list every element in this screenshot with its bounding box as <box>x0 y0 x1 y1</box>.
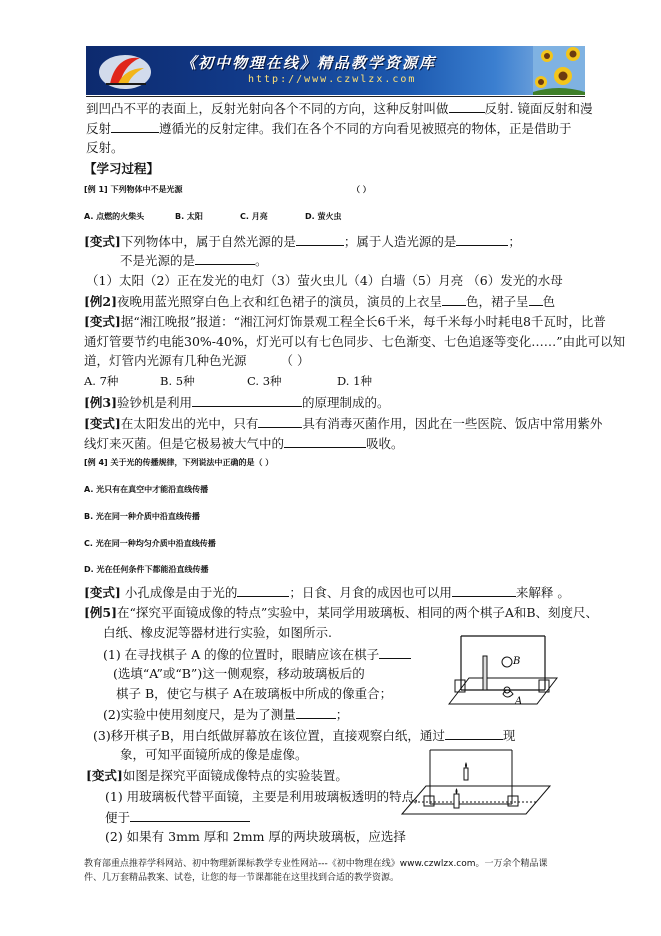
header-rule <box>86 96 585 97</box>
example-4-option-c: C. 光在同一种均匀介质中沿直线传播 <box>84 539 216 548</box>
example-5-part-1c: 棋子 B，使它与棋子 A在玻璃板中所成的像重合； <box>116 686 393 701</box>
footer-line-1: 教育部重点推荐学科网站、初中物理新课标教学专业性网站---《初中物理在线》www.czwlzx.com。一万余个精品课 <box>84 859 548 869</box>
figure-label-b: B <box>513 656 521 667</box>
variant-2-line-3: 道，灯管内光源有几种色光源 （ ） <box>84 353 310 368</box>
variant-2-option-d: D. 1种 <box>337 374 372 388</box>
example-3-line: [例3]验钞机是利用 的原理制成的。 <box>84 395 390 410</box>
example-2-line: [例2]夜晚用蓝光照穿白色上衣和红色裙子的演员，演员的上衣呈 色，裙子呈 色 <box>84 294 556 309</box>
example-5-part-2: (2)实验中使用刻度尺，是为了测量 ； <box>103 707 349 722</box>
variant-5-line-1: [变式]如图是探究平面镜成像特点的实验装置。 <box>86 768 348 783</box>
figure-mirror-experiment-1 <box>447 624 559 708</box>
variant-5-part-1a: (1) 用玻璃板代替平面镜，主要是利用玻璃板透明的特点， <box>105 789 427 804</box>
example-1-option-b: B. 太阳 <box>175 212 203 221</box>
example-1-question: [例 1] 下列物体中不是光源 <box>84 185 183 194</box>
banner-title: 《初中物理在线》精品教学资源库 <box>181 54 437 72</box>
variant-2-line-2: 通灯管要节约电能30%-40%，灯光可以有七色同步、七色渐变、七色追逐等变化……”由此可以知 <box>84 334 626 349</box>
banner-url[interactable]: http://www.czwlzx.com <box>248 74 417 85</box>
example-1-option-a: A. 点燃的火柴头 <box>84 212 145 221</box>
intro-line-2: 反射 遵循光的反射定律。我们在各个不同的方向看见被照亮的物体，正是借助于 <box>86 121 572 136</box>
variant-1-line-1: [变式]下列物体中，属于自然光源的是 ；属于人造光源的是 ； <box>84 234 521 249</box>
example-5-line-2: 白纸、橡皮泥等器材进行实验，如图所示. <box>103 625 332 640</box>
example-5-part-3a: (3)移开棋子B，用白纸做屏幕放在该位置，直接观察白纸，通过 现 <box>93 728 516 743</box>
example-4-option-a: A. 光只有在真空中才能沿直线传播 <box>84 485 209 494</box>
variant-5-part-2: (2) 如果有 3mm 厚和 2mm 厚的两块玻璃板，应选择 <box>105 829 406 844</box>
intro-line-1: 到凹凸不平的表面上，反射光射向各个不同的方向，这种反射叫做 反射. 镜面反射和漫 <box>86 101 593 116</box>
sunflower-icon <box>533 46 585 95</box>
example-1-option-d: D. 萤火虫 <box>305 212 342 221</box>
variant-2-line-1: [变式]据“湘江晚报”报道：“湘江河灯饰景观工程全长6千米，每千米每小时耗电8千瓦时，比普 <box>84 314 606 329</box>
variant-1-line-3: （1）太阳（2）正在发光的电灯（3）萤火虫儿（4）白墙（5）月亮 （6）发光的水母 <box>86 273 563 288</box>
example-4-question: [例 4] 关于光的传播规律，下列说法中正确的是（ ） <box>84 458 274 467</box>
example-5-part-1a: (1) 在寻找棋子 A 的像的位置时，眼睛应该在棋子 <box>103 646 411 663</box>
variant-2-option-a: A. 7种 <box>84 374 119 388</box>
variant-4-line: [变式] 小孔成像是由于光的 ；日食、月食的成因也可以用 来解释 。 <box>84 585 570 600</box>
example-5-part-3b: 象，可知平面镜所成的像是虚像。 <box>120 747 308 762</box>
intro-line-3: 反射。 <box>86 140 124 155</box>
variant-3-line-2: 线灯来灭菌。但是它极易被大气中的 吸收。 <box>84 436 404 451</box>
example-4-option-d: D. 光在任何条件下都能沿直线传播 <box>84 565 209 574</box>
variant-5-part-1b: 便于 <box>105 809 250 826</box>
figure-mirror-experiment-2 <box>398 746 554 818</box>
footer-line-2: 件、几万套精品教案、试卷，让您的每一节课都能在这里找到合适的教学资源。 <box>84 873 400 883</box>
example-5-part-1b: (选填“A”或“B”)这一侧观察，移动玻璃板后的 <box>113 666 365 681</box>
variant-3-line-1: [变式]在太阳发出的光中，只有 具有消毒灭菌作用，因此在一些医院、饭店中常用紫外 <box>84 416 603 431</box>
variant-2-option-c: C. 3种 <box>247 374 282 388</box>
section-heading: 【学习过程】 <box>84 161 160 176</box>
example-5-line-1: [例5]在“探究平面镜成像的特点”实验中，某同学用玻璃板、相同的两个棋子A和B、刻度尺、 <box>84 605 599 620</box>
figure-label-a: A <box>515 696 523 707</box>
example-4-option-b: B. 光在同一种介质中沿直线传播 <box>84 512 200 521</box>
header-banner <box>86 46 585 95</box>
variant-1-line-2: 不是光源的是 。 <box>120 253 268 268</box>
example-1-option-c: C. 月亮 <box>240 212 268 221</box>
site-logo-icon <box>96 50 154 92</box>
example-1-answer-paren: （ ） <box>352 185 371 194</box>
variant-2-option-b: B. 5种 <box>160 374 195 388</box>
